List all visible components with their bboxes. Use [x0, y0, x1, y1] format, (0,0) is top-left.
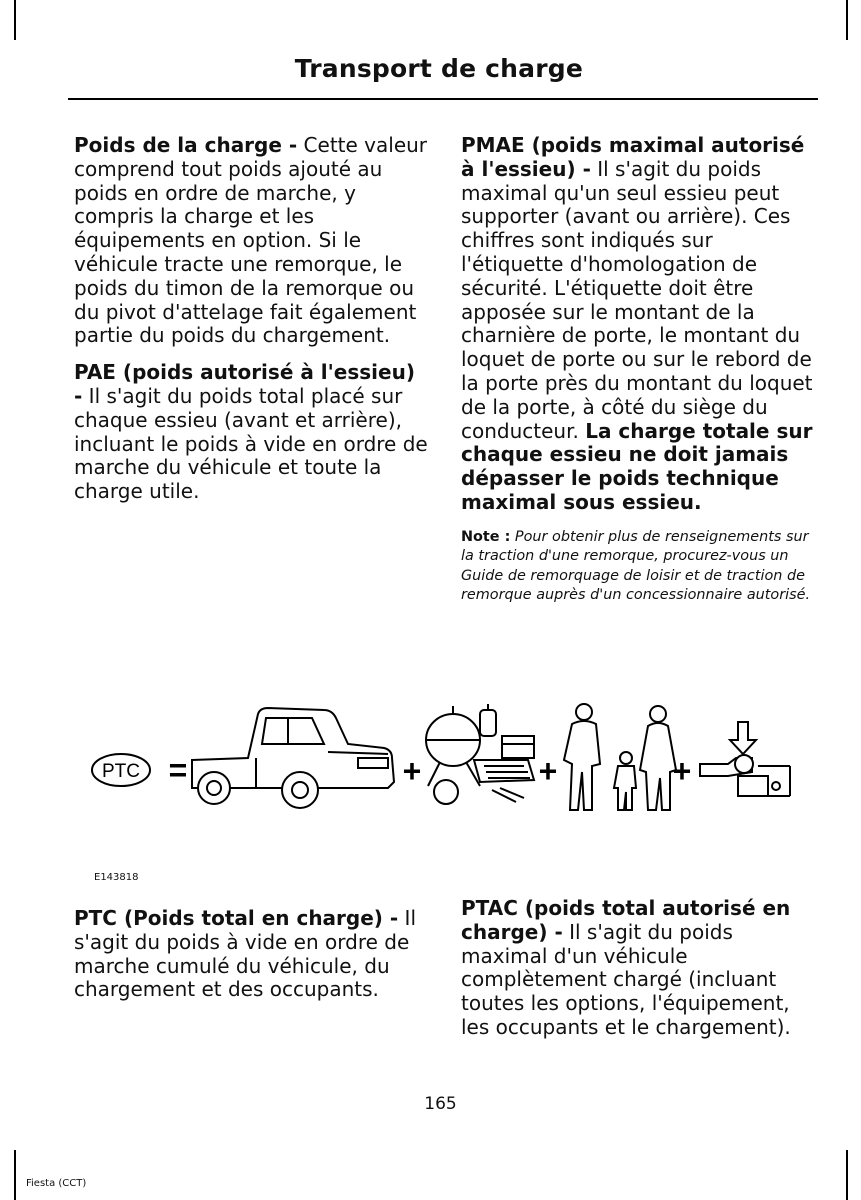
text-pae: Il s'agit du poids total placé sur chaque essieu (avant et arrière), incluant le poids à vide en ordre de marche du véhicule et toute la charge utile.	[74, 383, 428, 504]
left-column-top	[74, 134, 430, 517]
cargo-icon	[426, 704, 534, 804]
right-column-top	[461, 134, 817, 619]
term-ptc: PTC (Poids total en charge) -	[74, 906, 399, 930]
plus-sign-1: +	[402, 753, 422, 789]
paragraph-ptac	[461, 897, 817, 1040]
note-label: Note :	[461, 528, 511, 545]
text-ptac: Il s'agit du poids maximal d'un véhicule complètement chargé (incluant toutes les options, l'équipement, les occupants et le chargement).	[461, 919, 791, 1039]
ptc-illustration	[88, 700, 794, 818]
plus-sign-2: +	[538, 753, 558, 789]
ptc-diagram	[88, 700, 794, 818]
header-rule	[68, 98, 818, 100]
term-pae: PAE (poids autorisé à l'essieu) -	[74, 360, 415, 408]
plus-sign-3: +	[672, 753, 692, 789]
warning-pmae: La charge totale sur chaque essieu ne doit jamais dépasser le poids technique maximal sous essieu.	[461, 418, 813, 514]
equals-sign: =	[168, 752, 188, 788]
text-poids-charge: Cette valeur comprend tout poids ajouté au poids en ordre de marche, y compris la charge et les équipements en option. Si le véhicule tracte une remorque, le poids du timon de la remorque ou du pivot d'attelage fait également partie du poids du chargement.	[74, 133, 428, 348]
note-text: Pour obtenir plus de renseignements sur la traction d'une remorque, procurez-vous un Guide de remorquage de loisir et de traction de remorque auprès d'un concessionnaire autorisé.	[461, 528, 811, 604]
page-title: Transport de charge	[294, 54, 583, 83]
occupants-icon	[564, 704, 676, 810]
right-column-bottom	[461, 897, 817, 1053]
note	[461, 528, 817, 606]
footer-model: Fiesta (CCT)	[26, 1178, 87, 1189]
ptc-label: PTC	[102, 761, 140, 782]
text-pmae: Il s'agit du poids maximal qu'un seul essieu peut supporter (avant ou arrière). Ces chiffres sont indiqués sur l'étiquette d'homologation de sécurité. L'étiquette doit être apposée sur le montant de la charnière de porte, le montant du loquet de porte ou sur le rebord de la porte près du montant du loquet de la porte, à côté du siège du conducteur.	[461, 156, 813, 443]
paragraph-ptc	[74, 907, 430, 1002]
crop-mark-bottom-right	[846, 1150, 848, 1200]
text-ptc: Il s'agit du poids à vide en ordre de marche cumulé du véhicule, du chargement et des occupants.	[74, 906, 417, 1002]
crop-mark-top-right	[846, 0, 848, 40]
term-ptac: PTAC (poids total autorisé en charge) -	[461, 896, 791, 944]
ptc-oval	[92, 754, 150, 786]
paragraph-pmae	[461, 134, 817, 515]
crop-mark-bottom-left	[14, 1150, 16, 1200]
paragraph-pae	[74, 361, 430, 504]
figure-id: E143818	[94, 872, 139, 883]
left-column-bottom	[74, 907, 430, 1015]
page-number: 165	[424, 1094, 457, 1114]
pickup-truck-icon	[192, 708, 394, 808]
term-pmae: PMAE (poids maximal autorisé à l'essieu) -	[461, 133, 805, 181]
paragraph-poids-charge	[74, 134, 430, 348]
term-poids-charge: Poids de la charge -	[74, 133, 298, 157]
crop-mark-top-left	[14, 0, 16, 40]
trailer-hitch-icon	[700, 722, 790, 796]
